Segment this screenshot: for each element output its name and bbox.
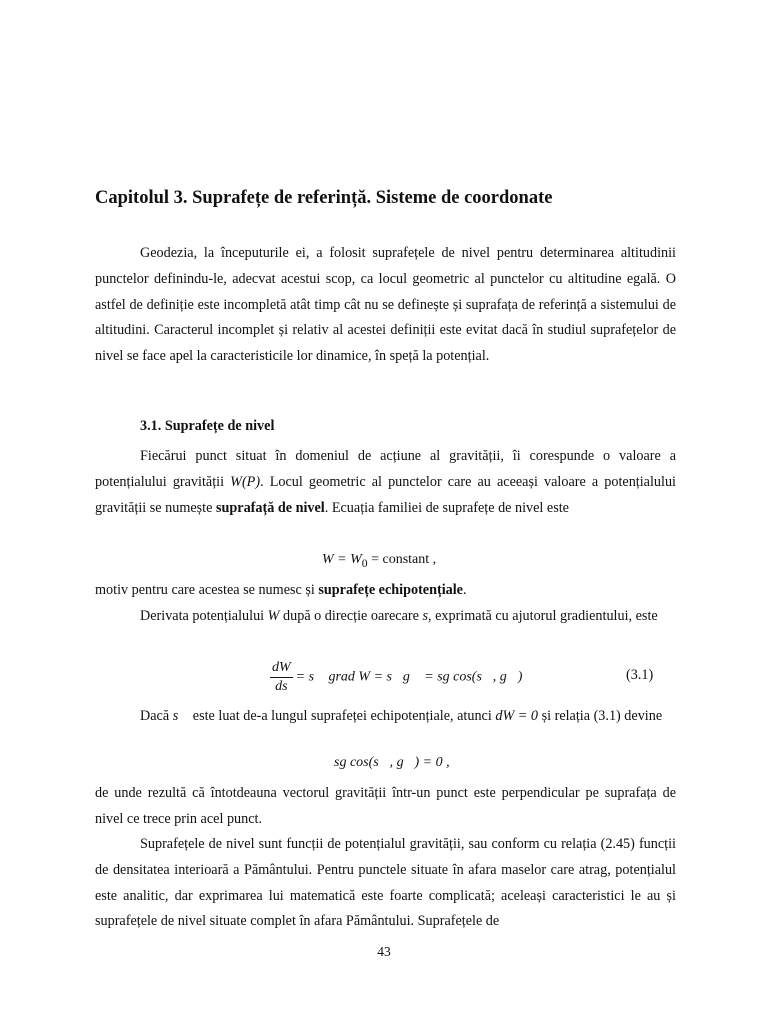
w-of-p-symbol: W(P) [230,473,261,490]
p3-text-c: , exprimată cu ajutorul gradientului, este [428,608,658,624]
s-vector-symbol: s⃗ [172,708,190,724]
equation-3-1 [270,659,522,696]
term-equipotential: suprafețe echipotențiale [318,582,463,598]
intro-paragraph: Geodezia, la începuturile ei, a folosit suprafețele de nivel pentru determinarea altitudinii punctelor definindu-le, adecvat acestui scop, ca locul geometric al punctelor cu altitudine egală. O astfel de definiție este incompletă atât timp cât nu se definește și suprafața de referință a sistemului de altitudini. Caracterul incomplet și relativ al acestei definiții este evitat dacă în studiul suprafețelor de nivel se face apel la caracteristicile lor dinamice, în speță la potențial. [95,245,676,365]
eq-constant-rhs: = constant , [367,552,437,567]
paragraph-equipotential [95,578,676,604]
p1-text-c: . Ecuația familiei de suprafețe de nivel este [324,499,569,516]
page-number: 43 [377,944,391,959]
p1-text-a: Fiecărui punct situat în domeniul de acțiune al gravității, îi corespunde o valoare a potențialului gravității [95,448,676,490]
eq-constant-sub: 0 [361,556,368,570]
s-symbol: s [422,608,428,624]
eq-zero-text: sg cos(s⃗, g⃗) = 0 , [334,755,450,770]
section-title: 3.1. Suprafețe de nivel [140,418,275,434]
paragraph-derivative [95,604,676,630]
fraction-numerator: dW [270,659,293,678]
p4-text-b: este luat de-a lungul suprafeței echipotențiale, atunci [192,708,492,724]
equation-zero [334,755,450,771]
equation-number: (3.1) [626,667,654,683]
w-symbol: W [267,608,280,624]
fraction-dw-ds [270,659,293,696]
p1-text-b: . Locul geometric al punctelor care au aceeași valoare a potențialului gravității se numește [95,473,676,516]
paragraph-condition [95,704,676,730]
equation-constant [322,552,436,570]
p3-text-a: Derivata potențialului [140,608,265,624]
eq-3-1-rhs: = s⃗ grad W = s⃗g⃗ = sg cos(s⃗, g⃗) [295,669,523,685]
p4-text-a: Dacă [140,708,170,724]
dw-zero: dW = 0 [495,708,539,724]
p2-text-a: motiv pentru care acestea se numesc și [95,582,315,598]
p3-text-b: după o direcție oarecare [283,608,419,624]
paragraph-perpendicular: de unde rezultă că întotdeauna vectorul gravității într-un punct este perpendicular pe suprafața de nivel ce trece prin acel punct. [95,785,676,827]
paragraph-potential [95,444,676,521]
term-level-surface: suprafață de nivel [215,499,325,516]
p2-text-b: . [462,582,467,598]
eq-constant-lhs: W = W [322,552,362,567]
p4-text-c: și relația (3.1) devine [541,708,663,724]
paragraph-level-surfaces: Suprafețele de nivel sunt funcții de potențialul gravității, sau conform cu relația (2.45) funcții de densitatea interioară a Pământului. Pentru punctele situate în afara maselor care atrag, potențialul este analitic, dar exprimarea lui matematică este foarte complicată; aceleași caracteristici le au și suprafețele de nivel situate complet în afara Pământului. Suprafețele de [95,836,676,930]
fraction-denominator: ds [275,679,288,694]
chapter-title: Capitolul 3. Suprafețe de referință. Sisteme de coordonate [95,188,553,208]
